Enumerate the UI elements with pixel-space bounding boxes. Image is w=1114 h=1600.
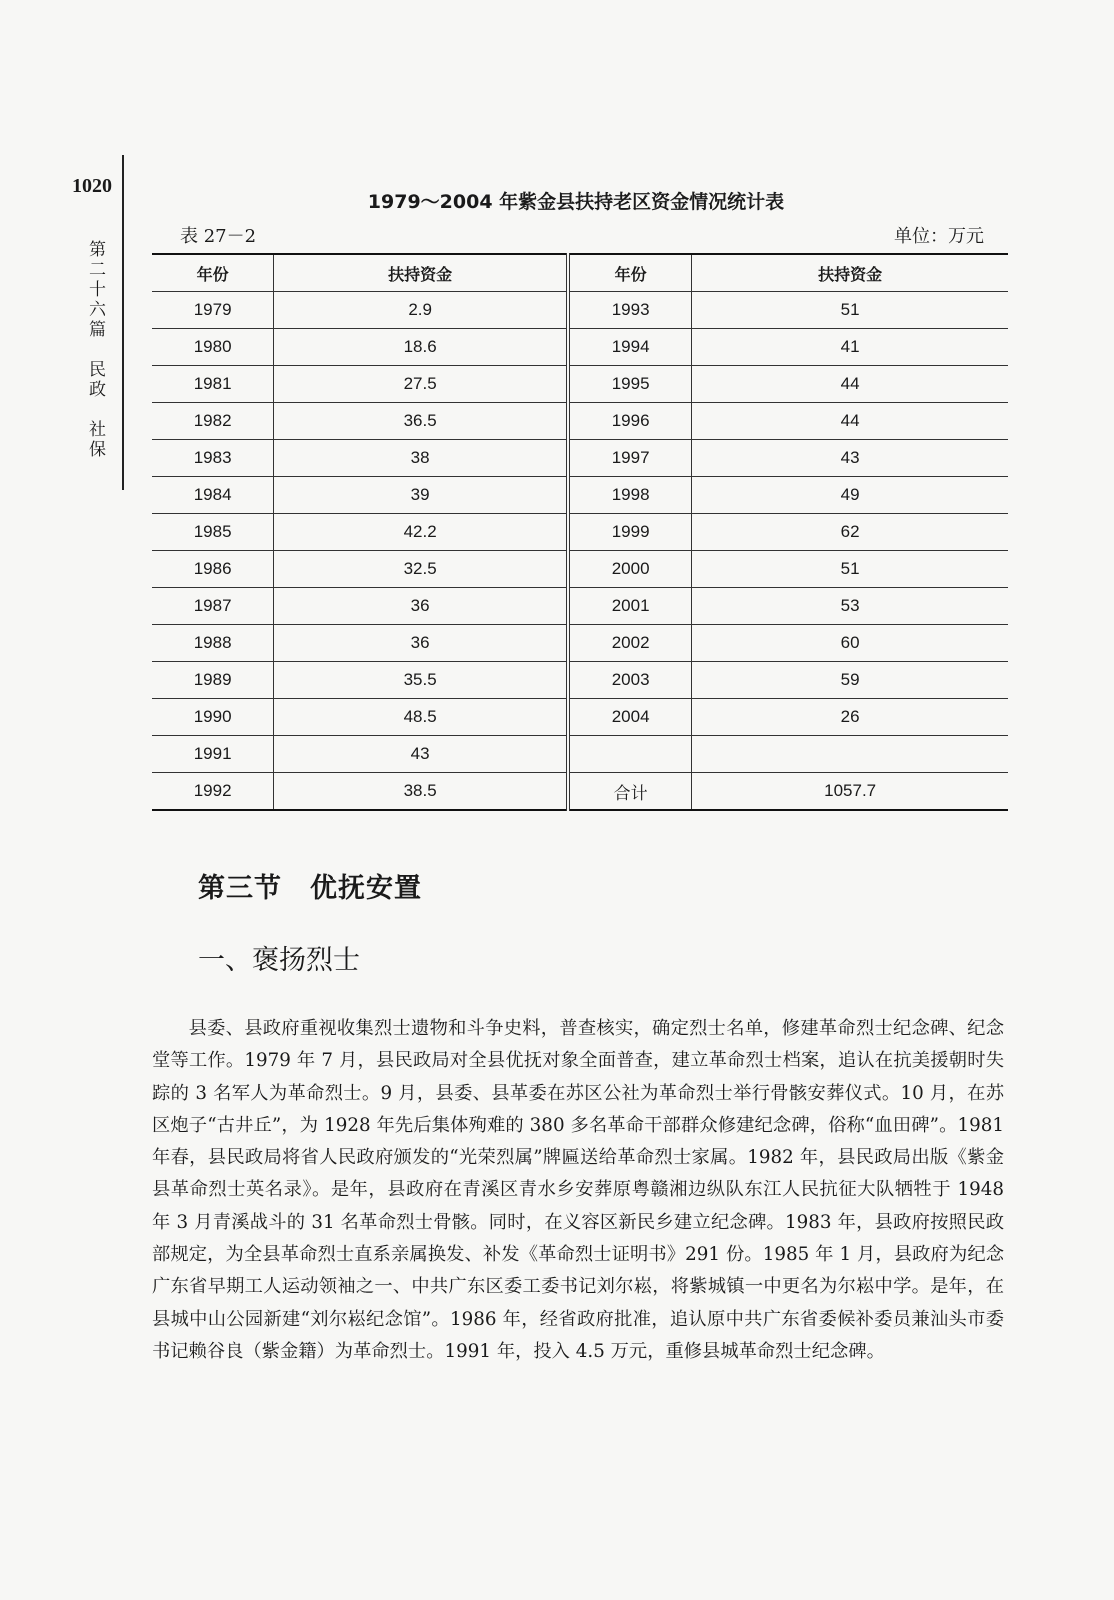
table-row bbox=[152, 514, 1008, 551]
cell-year-right: 2003 bbox=[568, 662, 692, 699]
cell-fund-left: 39 bbox=[274, 477, 568, 514]
cell-year-left: 1981 bbox=[152, 366, 274, 403]
cell-fund-left: 48.5 bbox=[274, 699, 568, 736]
cell-year-left: 1986 bbox=[152, 551, 274, 588]
page-number: 1020 bbox=[72, 175, 112, 197]
subsection-heading: 一、褒扬烈士 bbox=[198, 945, 360, 976]
cell-fund-right: 43 bbox=[692, 440, 1008, 477]
table-code: 表 27－2 bbox=[180, 226, 257, 247]
cell-year-left: 1984 bbox=[152, 477, 274, 514]
cell-fund-right: 26 bbox=[692, 699, 1008, 736]
table-unit: 单位：万元 bbox=[894, 226, 984, 247]
cell-year-right: 2000 bbox=[568, 551, 692, 588]
cell-year-right: 合计 bbox=[568, 773, 692, 811]
header-year-right: 年份 bbox=[568, 254, 692, 292]
cell-year-left: 1979 bbox=[152, 292, 274, 329]
cell-fund-left: 42.2 bbox=[274, 514, 568, 551]
cell-year-right: 1993 bbox=[568, 292, 692, 329]
cell-year-left: 1982 bbox=[152, 403, 274, 440]
cell-fund-left: 38 bbox=[274, 440, 568, 477]
cell-fund-right: 53 bbox=[692, 588, 1008, 625]
side-chapter-title: 第二十六篇 民政 社保 bbox=[85, 240, 105, 460]
cell-fund-left: 36.5 bbox=[274, 403, 568, 440]
cell-fund-right: 41 bbox=[692, 329, 1008, 366]
table-header-row bbox=[152, 254, 1008, 292]
cell-year-left: 1990 bbox=[152, 699, 274, 736]
table-row bbox=[152, 440, 1008, 477]
cell-year-right: 2004 bbox=[568, 699, 692, 736]
cell-year-right: 2002 bbox=[568, 625, 692, 662]
cell-fund-left: 36 bbox=[274, 625, 568, 662]
cell-year-right: 1999 bbox=[568, 514, 692, 551]
table-row bbox=[152, 773, 1008, 811]
margin-rule bbox=[122, 155, 124, 490]
fund-statistics-table bbox=[152, 253, 1008, 811]
table-row bbox=[152, 736, 1008, 773]
header-year-left: 年份 bbox=[152, 254, 274, 292]
table-row bbox=[152, 292, 1008, 329]
table-title: 1979～2004 年紫金县扶持老区资金情况统计表 bbox=[367, 191, 785, 213]
cell-year-left: 1989 bbox=[152, 662, 274, 699]
section-heading: 第三节 优抚安置 bbox=[198, 873, 422, 904]
cell-fund-left: 43 bbox=[274, 736, 568, 773]
table-row bbox=[152, 588, 1008, 625]
cell-fund-right: 51 bbox=[692, 551, 1008, 588]
cell-year-right bbox=[568, 736, 692, 773]
cell-year-left: 1991 bbox=[152, 736, 274, 773]
cell-fund-left: 18.6 bbox=[274, 329, 568, 366]
cell-fund-left: 32.5 bbox=[274, 551, 568, 588]
table-row bbox=[152, 662, 1008, 699]
cell-year-right: 1996 bbox=[568, 403, 692, 440]
table-row bbox=[152, 699, 1008, 736]
cell-fund-left: 2.9 bbox=[274, 292, 568, 329]
cell-fund-left: 35.5 bbox=[274, 662, 568, 699]
header-fund-right: 扶持资金 bbox=[692, 254, 1008, 292]
cell-year-left: 1988 bbox=[152, 625, 274, 662]
table-row bbox=[152, 551, 1008, 588]
table-row bbox=[152, 477, 1008, 514]
cell-fund-right: 60 bbox=[692, 625, 1008, 662]
cell-fund-right: 51 bbox=[692, 292, 1008, 329]
cell-year-left: 1983 bbox=[152, 440, 274, 477]
table-row bbox=[152, 403, 1008, 440]
cell-year-left: 1980 bbox=[152, 329, 274, 366]
body-paragraph: 县委、县政府重视收集烈士遗物和斗争史料，普查核实，确定烈士名单，修建革命烈士纪念碑、纪念堂等工作。1979 年 7 月，县民政局对全县优抚对象全面普查，建立革命烈士档案，追认在抗美援朝时失踪的 3 名军人为革命烈士。9 月，县委、县革委在苏区公社为革命烈士举行骨骸安葬仪式。10 月，在苏区炮子“古井丘”，为 1928 年先后集体殉难的 380 多名革命干部群众修建纪念碑，俗称“血田碑”。1981 年春，县民政局将省人民政府颁发的“光荣烈属”牌匾送给革命烈士家属。1982 年，县民政局出版《紫金县革命烈士英名录》。是年，县政府在青溪区青水乡安葬原粤赣湘边纵队东江人民抗征大队牺牲于 1948 年 3 月青溪战斗的 31 名革命烈士骨骸。同时，在义容区新民乡建立纪念碑。1983 年，县政府按照民政部规定，为全县革命烈士直系亲属换发、补发《革命烈士证明书》291 份。1985 年 1 月，县政府为纪念广东省早期工人运动领袖之一、中共广东区委工委书记刘尔崧，将紫城镇一中更名为尔崧中学。是年，在县城中山公园新建“刘尔崧纪念馆”。1986 年，经省政府批准，追认原中共广东省委候补委员兼汕头市委书记赖谷良（紫金籍）为革命烈士。1991 年，投入 4.5 万元，重修县城革命烈士纪念碑。 bbox=[152, 1018, 1004, 1362]
cell-fund-right: 44 bbox=[692, 403, 1008, 440]
cell-year-left: 1992 bbox=[152, 773, 274, 811]
cell-year-right: 2001 bbox=[568, 588, 692, 625]
cell-fund-right: 62 bbox=[692, 514, 1008, 551]
cell-fund-left: 36 bbox=[274, 588, 568, 625]
cell-year-right: 1998 bbox=[568, 477, 692, 514]
cell-fund-right: 1057.7 bbox=[692, 773, 1008, 811]
cell-fund-left: 38.5 bbox=[274, 773, 568, 811]
table-row bbox=[152, 366, 1008, 403]
cell-year-left: 1987 bbox=[152, 588, 274, 625]
cell-fund-right: 49 bbox=[692, 477, 1008, 514]
table-row bbox=[152, 329, 1008, 366]
cell-year-right: 1994 bbox=[568, 329, 692, 366]
header-fund-left: 扶持资金 bbox=[274, 254, 568, 292]
cell-fund-right: 59 bbox=[692, 662, 1008, 699]
table-row bbox=[152, 625, 1008, 662]
cell-fund-right bbox=[692, 736, 1008, 773]
cell-fund-left: 27.5 bbox=[274, 366, 568, 403]
cell-fund-right: 44 bbox=[692, 366, 1008, 403]
cell-year-right: 1995 bbox=[568, 366, 692, 403]
cell-year-right: 1997 bbox=[568, 440, 692, 477]
cell-year-left: 1985 bbox=[152, 514, 274, 551]
